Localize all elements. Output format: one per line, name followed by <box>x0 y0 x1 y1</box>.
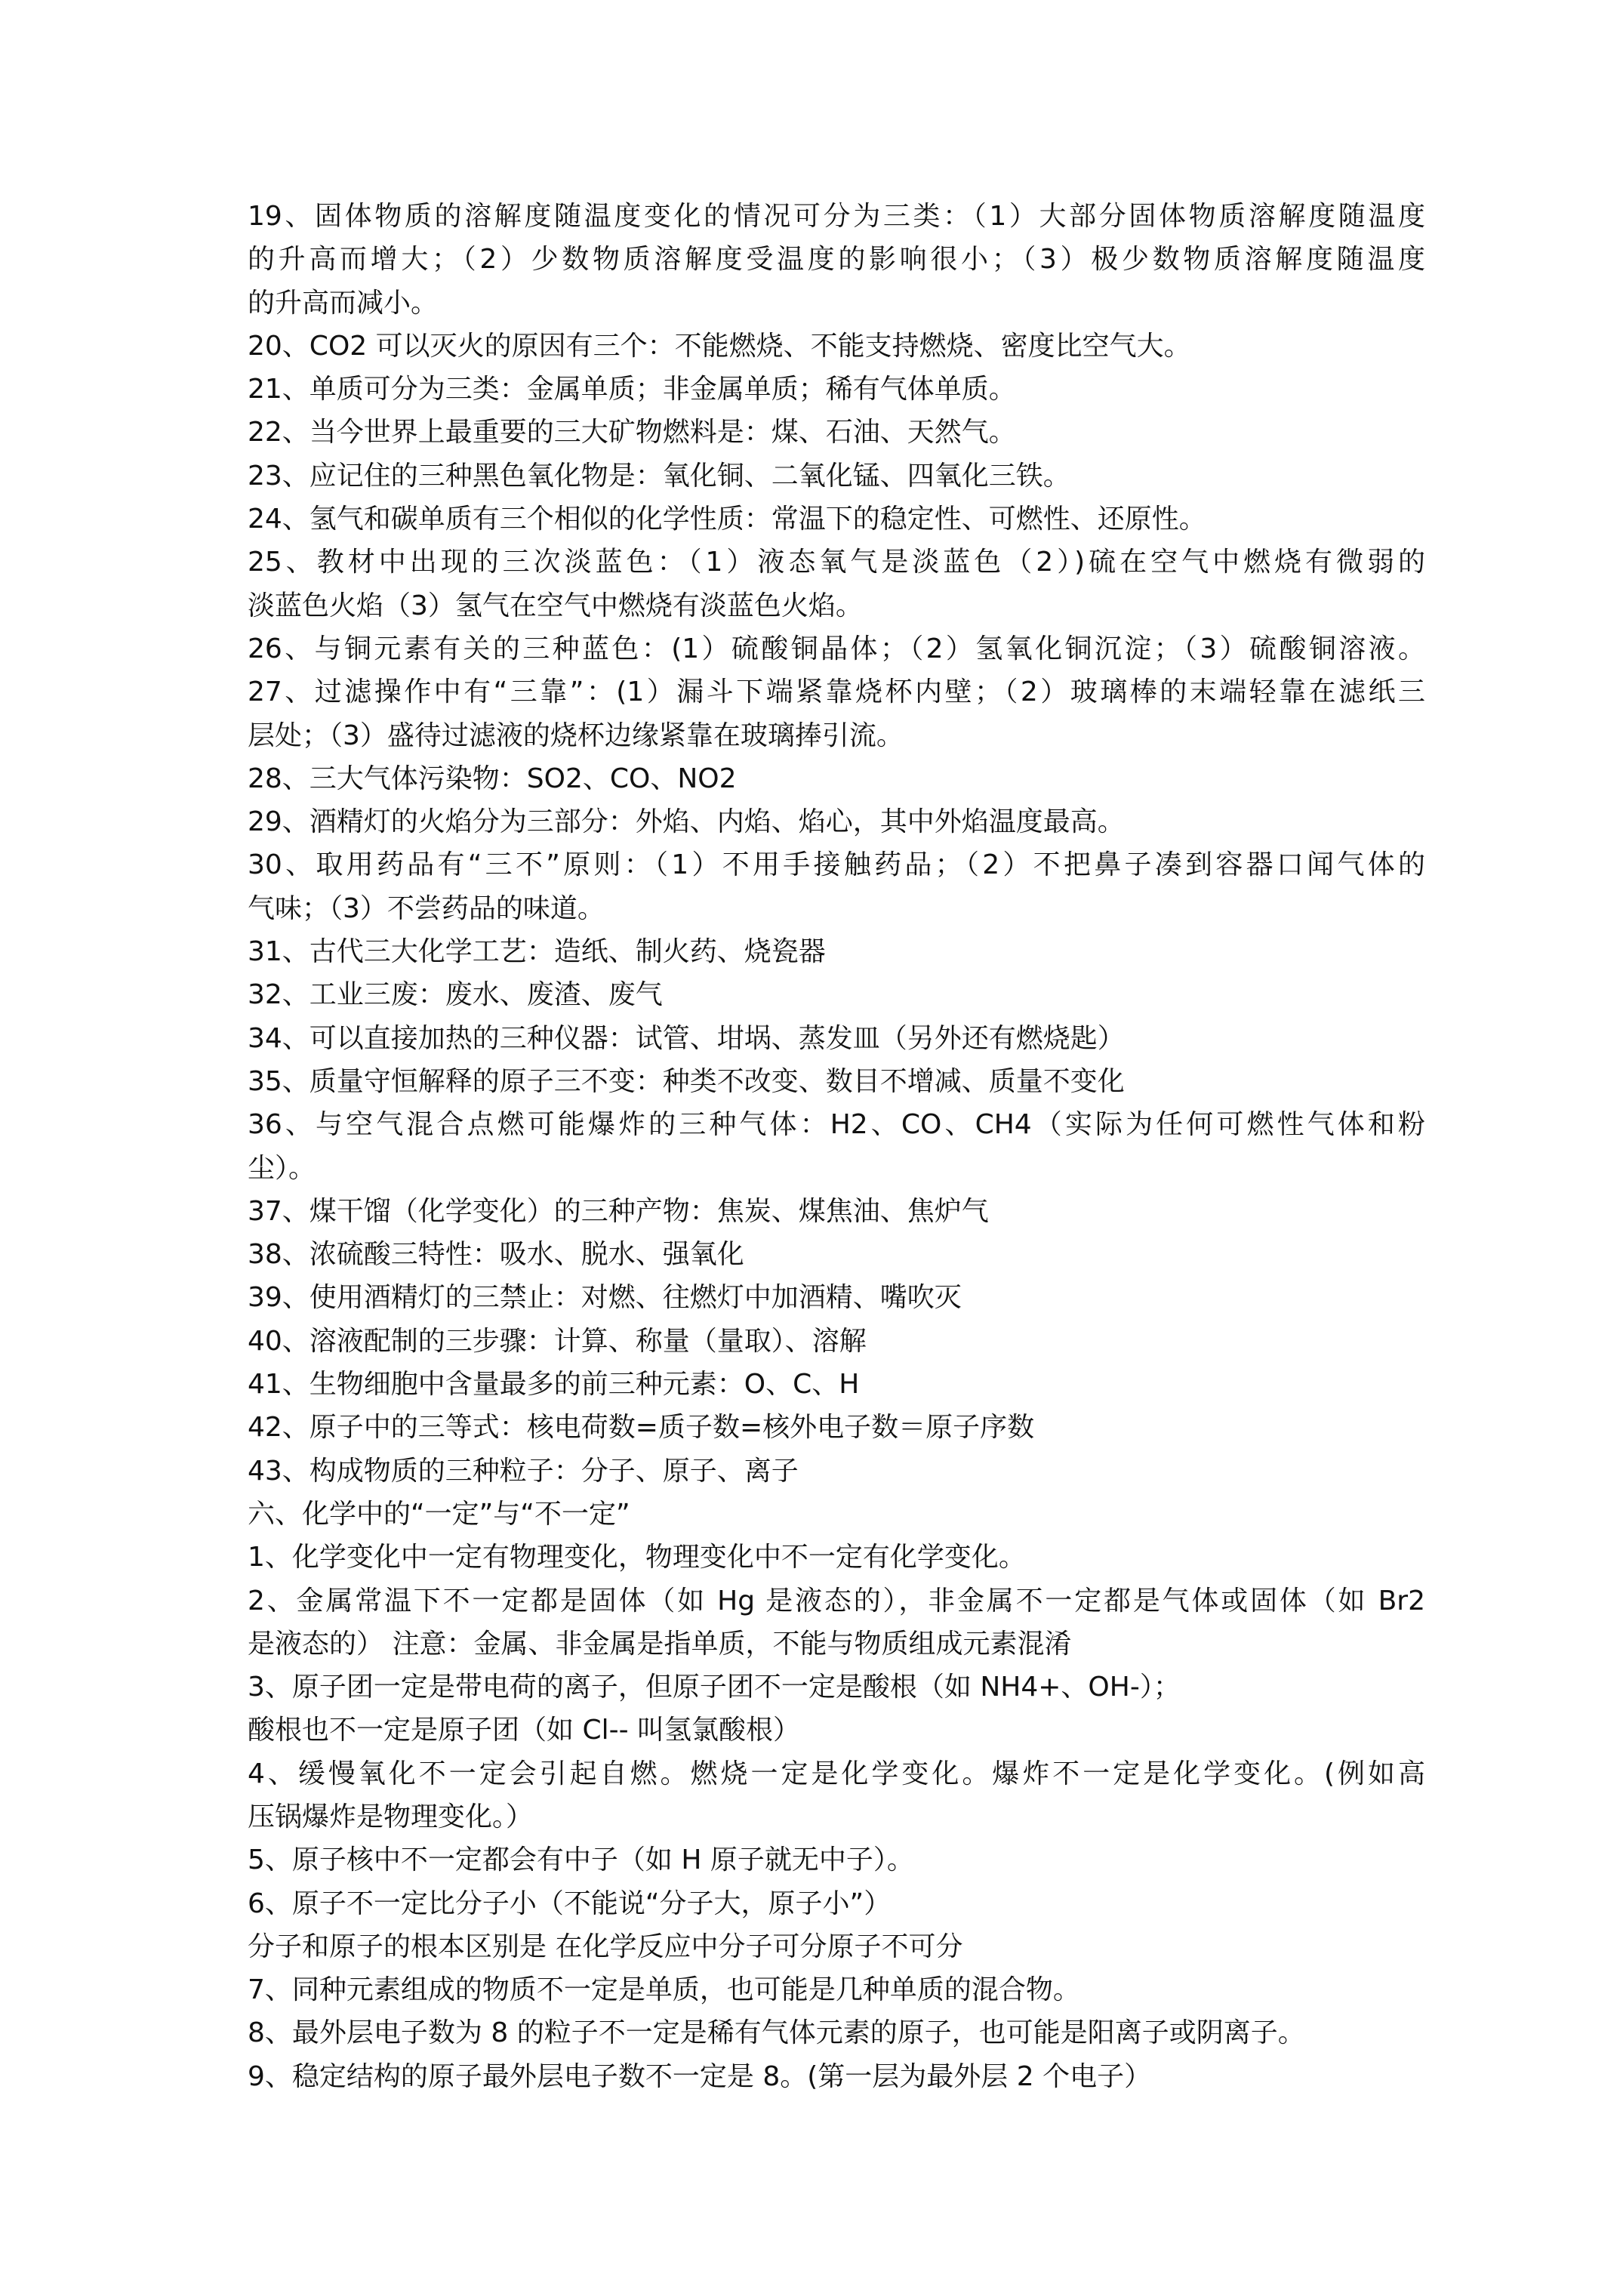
text-line: 34、可以直接加热的三种仪器：试管、坩埚、蒸发皿（另外还有燃烧匙） <box>248 1022 1125 1054</box>
text-line: 是液态的） 注意：金属、非金属是指单质，不能与物质组成元素混淆 <box>248 1628 1072 1660</box>
text-line: 40、溶液配制的三步骤：计算、称量（量取）、溶解 <box>248 1325 867 1357</box>
text-line: 43、构成物质的三种粒子：分子、原子、离子 <box>248 1455 799 1487</box>
text-line: 六、化学中的“一定”与“不一定” <box>248 1498 630 1530</box>
text-line: 5、原子核中不一定都会有中子（如 H 原子就无中子）。 <box>248 1845 914 1876</box>
text-line: 气味；（3）不尝药品的味道。 <box>248 892 605 924</box>
text-line: 9、稳定结构的原子最外层电子数不一定是 8。(第一层为最外层 2 个电子） <box>248 2060 1152 2092</box>
text-line: 6、原子不一定比分子小（不能说“分子大，原子小”） <box>248 1888 892 1919</box>
text-line: 的升高而减小。 <box>248 287 439 319</box>
text-line: 23、应记住的三种黑色氧化物是：氧化铜、二氧化锰、四氧化三铁。 <box>248 460 1070 492</box>
text-line: 的升高而增大；（2）少数物质溶解度受温度的影响很小；（3）极少数物质溶解度随温度 <box>248 244 1425 276</box>
text-line: 28、三大气体污染物：SO2、CO、NO2 <box>248 763 737 794</box>
text-line: 7、同种元素组成的物质不一定是单质，也可能是几种单质的混合物。 <box>248 1974 1080 2006</box>
document-page <box>248 195 1425 2098</box>
text-line: 8、最外层电子数为 8 的粒子不一定是稀有气体元素的原子，也可能是阳离子或阴离子。 <box>248 2017 1305 2049</box>
text-line: 38、浓硫酸三特性：吸水、脱水、强氧化 <box>248 1239 744 1271</box>
text-line: 21、单质可分为三类：金属单质；非金属单质；稀有气体单质。 <box>248 374 1016 405</box>
text-line: 淡蓝色火焰（3）氢气在空气中燃烧有淡蓝色火焰。 <box>248 590 863 621</box>
text-line: 层处；（3）盛待过滤液的烧杯边缘紧靠在玻璃捧引流。 <box>248 720 904 751</box>
text-line: 24、氢气和碳单质有三个相似的化学性质：常温下的稳定性、可燃性、还原性。 <box>248 504 1206 535</box>
text-line: 35、质量守恒解释的原子三不变：种类不改变、数目不增减、质量不变化 <box>248 1065 1125 1097</box>
text-line: 22、当今世界上最重要的三大矿物燃料是：煤、石油、天然气。 <box>248 417 1016 448</box>
text-line: 39、使用酒精灯的三禁止：对燃、往燃灯中加酒精、嘴吹灭 <box>248 1282 962 1314</box>
text-line: 30、取用药品有“三不”原则：（1）不用手接触药品；（2）不把鼻子凑到容器口闻气体的 <box>248 849 1425 881</box>
text-line: 31、古代三大化学工艺：造纸、制火药、烧瓷器 <box>248 936 826 968</box>
text-line: 4、缓慢氧化不一定会引起自燃。燃烧一定是化学变化。爆炸不一定是化学变化。(例如高 <box>248 1758 1425 1789</box>
text-line: 36、与空气混合点燃可能爆炸的三种气体：H2、CO、CH4（实际为任何可燃性气体和粉 <box>248 1109 1425 1141</box>
text-line: 1、化学变化中一定有物理变化，物理变化中不一定有化学变化。 <box>248 1542 1026 1573</box>
text-line: 19、固体物质的溶解度随温度变化的情况可分为三类：（1）大部分固体物质溶解度随温度 <box>248 201 1425 232</box>
text-line: 27、过滤操作中有“三靠”：(1）漏斗下端紧靠烧杯内壁；（2）玻璃棒的末端轻靠在滤纸三 <box>248 676 1425 708</box>
text-line: 尘）。 <box>248 1152 316 1184</box>
text-line: 分子和原子的根本区别是 在化学反应中分子可分原子不可分 <box>248 1931 963 1962</box>
text-line: 37、煤干馏（化学变化）的三种产物：焦炭、煤焦油、焦炉气 <box>248 1195 989 1227</box>
text-line: 2、金属常温下不一定都是固体（如 Hg 是液态的），非金属不一定都是气体或固体（如 Br2 <box>248 1585 1425 1616</box>
text-line: 42、原子中的三等式：核电荷数=质子数=核外电子数＝原子序数 <box>248 1412 1035 1444</box>
text-line: 26、与铜元素有关的三种蓝色：(1）硫酸铜晶体；（2）氢氧化铜沉淀；（3）硫酸铜溶液。 <box>248 633 1425 664</box>
text-line: 20、CO2 可以灭火的原因有三个：不能燃烧、不能支持燃烧、密度比空气大。 <box>248 330 1191 362</box>
text-line: 3、原子团一定是带电荷的离子，但原子团不一定是酸根（如 NH4+、OH-）； <box>248 1672 1181 1703</box>
text-line: 25、教材中出现的三次淡蓝色：（1）液态氧气是淡蓝色（2）)硫在空气中燃烧有微弱的 <box>248 547 1425 578</box>
text-line: 41、生物细胞中含量最多的前三种元素：O、C、H <box>248 1369 860 1401</box>
text-line: 32、工业三废：废水、废渣、废气 <box>248 979 663 1011</box>
text-line: 酸根也不一定是原子团（如 Cl-- 叫氢氯酸根） <box>248 1715 801 1746</box>
text-line: 29、酒精灯的火焰分为三部分：外焰、内焰、焰心，其中外焰温度最高。 <box>248 806 1125 838</box>
text-line: 压锅爆炸是物理变化。） <box>248 1801 534 1832</box>
